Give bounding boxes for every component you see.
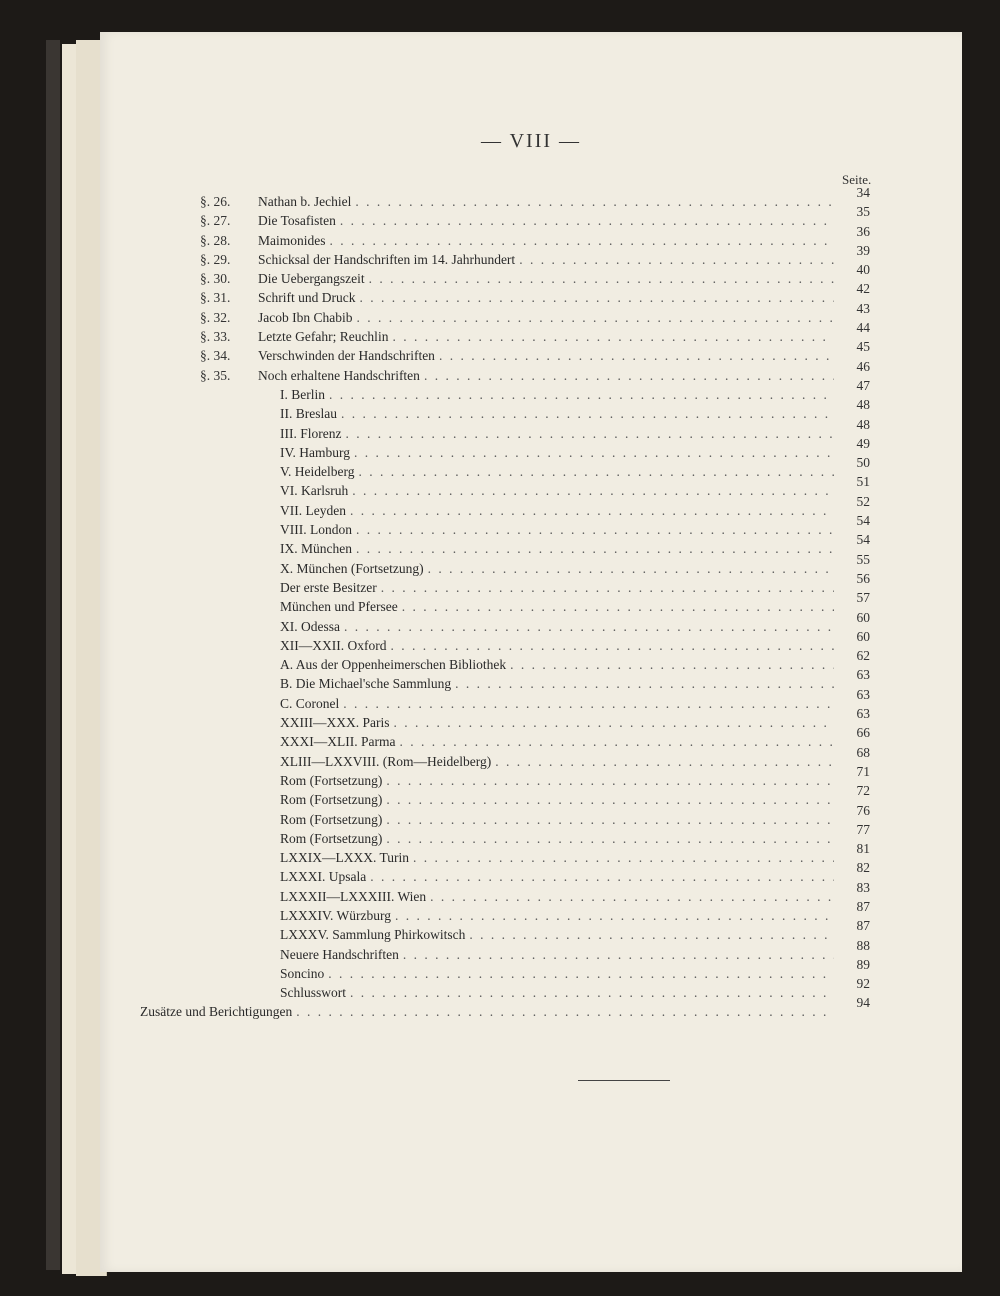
toc-leader-dots — [356, 520, 834, 539]
toc-title: Die Tosafisten — [258, 213, 336, 229]
toc-entry — [200, 879, 880, 906]
toc-entry — [200, 667, 880, 693]
toc-leader-dots — [386, 790, 834, 809]
toc-entry — [200, 300, 880, 327]
toc-section-number — [200, 520, 280, 539]
toc-section-number — [200, 481, 280, 500]
toc-page-number: 43 — [856, 300, 870, 316]
toc-entry — [200, 551, 880, 578]
toc-section-number — [200, 694, 280, 713]
toc-page-number: 52 — [856, 493, 870, 509]
toc-leader-dots — [370, 867, 834, 886]
toc-section-number — [200, 617, 280, 636]
toc-page-number: 71 — [856, 763, 870, 779]
toc-page-number: 51 — [856, 474, 870, 490]
toc-entry — [200, 513, 880, 539]
toc-title: LXXXII—LXXXIII. Wien — [280, 888, 427, 904]
toc-entry — [200, 242, 880, 269]
toc-entry — [200, 377, 880, 404]
toc-page-number: 44 — [856, 320, 870, 336]
toc-entry — [200, 435, 880, 462]
toc-entry — [200, 706, 880, 732]
toc-section-number: §. 33. — [200, 329, 231, 345]
toc-leader-dots — [381, 578, 834, 597]
toc-section-number: §. 27. — [200, 213, 231, 229]
toc-title: C. Coronel — [280, 695, 340, 711]
toc-title: Rom (Fortsetzung) — [280, 811, 383, 827]
toc-page-number: 42 — [856, 281, 870, 297]
toc-entry — [200, 493, 880, 520]
toc-section-number — [200, 655, 280, 674]
toc-entry — [200, 339, 880, 365]
toc-entry — [200, 898, 880, 925]
toc-entry — [200, 262, 880, 288]
toc-title: LXXXV. Sammlung Phirkowitsch — [280, 927, 466, 943]
toc-page-number: 36 — [856, 223, 870, 239]
toc-page-number: 68 — [856, 744, 870, 760]
toc-section-number: §. 32. — [200, 309, 231, 325]
toc-page-number: 54 — [856, 532, 870, 548]
end-divider — [578, 1080, 670, 1081]
toc-title: LXXXI. Upsala — [280, 869, 367, 885]
toc-title: Nathan b. Jechiel — [258, 194, 352, 209]
toc-section-number — [200, 674, 280, 693]
toc-title: B. Die Michael'sche Sammlung — [280, 676, 452, 692]
toc-leader-dots — [390, 636, 834, 655]
toc-section-number — [200, 790, 280, 809]
toc-section-number — [200, 385, 280, 404]
toc-page-number: 50 — [856, 455, 870, 471]
toc-entry — [200, 204, 880, 230]
toc-leader-dots — [399, 732, 834, 751]
toc-section-number — [200, 443, 280, 462]
toc-entry — [200, 841, 880, 867]
toc-section-number — [200, 983, 280, 1002]
toc-title: III. Florenz — [280, 425, 342, 441]
toc-leader-dots — [392, 327, 834, 346]
toc-title: XLIII—LXXVIII. (Rom—Heidelberg) — [280, 753, 492, 769]
toc-leader-dots — [355, 192, 834, 211]
toc-section-number — [200, 867, 280, 886]
toc-page-number: 39 — [856, 242, 870, 258]
toc-page-number: 88 — [856, 937, 870, 953]
toc-page-number: 76 — [856, 802, 870, 818]
toc-title: Schlusswort — [280, 985, 347, 1001]
toc-leader-dots — [439, 346, 834, 365]
toc-entry — [200, 648, 880, 674]
toc-entry — [200, 416, 880, 443]
toc-page-number: 81 — [856, 841, 870, 857]
toc-title: Rom (Fortsetzung) — [280, 830, 383, 846]
toc-entry — [200, 860, 880, 886]
toc-page-number: 49 — [856, 435, 870, 451]
toc-leader-dots — [359, 288, 834, 307]
toc-section-number — [200, 848, 280, 867]
toc-leader-dots — [455, 674, 834, 693]
toc-page-number: 89 — [856, 956, 870, 972]
toc-title: IX. München — [280, 541, 352, 557]
book-binding — [46, 40, 60, 1270]
toc-section-number — [200, 559, 280, 578]
toc-title: XXIII—XXX. Paris — [280, 715, 390, 731]
toc-leader-dots — [413, 848, 834, 867]
toc-entry — [200, 744, 880, 771]
page-column-header: Seite. — [842, 172, 872, 187]
toc-page-number: 57 — [856, 590, 870, 606]
toc-section-number: §. 31. — [200, 290, 231, 306]
toc-entry — [200, 937, 880, 964]
toc-title: A. Aus der Oppenheimerschen Bibliothek — [280, 657, 507, 673]
toc-leader-dots — [510, 655, 834, 674]
toc-section-number: §. 26. — [200, 194, 231, 209]
toc-page-number: 47 — [856, 377, 870, 393]
toc-leader-dots — [356, 308, 834, 327]
toc-leader-dots — [345, 424, 834, 443]
toc-section-number — [200, 752, 280, 771]
toc-title: München und Pfersee — [280, 599, 398, 615]
toc-title: Letzte Gefahr; Reuchlin — [258, 329, 389, 345]
toc-title: V. Heidelberg — [280, 464, 355, 480]
toc-entry — [200, 223, 880, 250]
toc-page-number: 63 — [856, 686, 870, 702]
toc-section-number — [200, 732, 280, 751]
toc-title: Der erste Besitzer — [280, 579, 377, 595]
toc-leader-dots — [343, 694, 834, 713]
toc-entry — [200, 686, 880, 713]
toc-leader-dots — [354, 443, 834, 462]
toc-section-number — [200, 713, 280, 732]
toc-entry — [200, 281, 880, 307]
toc-page-number: 63 — [856, 706, 870, 722]
toc-title: XI. Odessa — [280, 618, 340, 634]
toc-section-number: §. 28. — [200, 232, 231, 248]
toc-entry — [200, 802, 880, 829]
toc-leader-dots — [350, 501, 834, 520]
toc-page-number: 83 — [856, 879, 870, 895]
toc-title: Noch erhaltene Handschriften — [258, 367, 420, 383]
toc-leader-dots — [386, 771, 834, 790]
toc-title: XXXI—XLII. Parma — [280, 734, 396, 750]
toc-page-number: 46 — [856, 358, 870, 374]
toc-entry — [200, 725, 880, 751]
toc-section-number: §. 34. — [200, 348, 231, 364]
toc-title: Jacob Ibn Chabib — [258, 309, 353, 325]
toc-leader-dots — [350, 983, 834, 1002]
toc-title: LXXIX—LXXX. Turin — [280, 850, 410, 866]
page-number: — VIII — — [480, 130, 582, 152]
toc-leader-dots — [428, 559, 834, 578]
toc-title: VI. Karlsruh — [280, 483, 349, 499]
toc-entry — [140, 995, 880, 1021]
toc-title: X. München (Fortsetzung) — [280, 560, 424, 576]
toc-page-number: 45 — [856, 339, 870, 355]
toc-entry — [200, 918, 880, 944]
toc-leader-dots — [495, 752, 834, 771]
toc-entry — [200, 763, 880, 790]
toc-page-number: 60 — [856, 609, 870, 625]
toc-title: Soncino — [280, 965, 325, 981]
toc-entry — [200, 628, 880, 655]
toc-section-number: §. 35. — [200, 367, 231, 383]
toc-section-number: §. 30. — [200, 271, 231, 287]
toc-leader-dots — [369, 269, 834, 288]
toc-page-number: 34 — [856, 185, 870, 200]
toc-title: Zusätze und Berichtigungen — [140, 1004, 293, 1020]
toc-page-number: 54 — [856, 513, 870, 529]
toc-entry — [200, 532, 880, 558]
toc-section-number — [200, 539, 280, 558]
toc-section-number: §. 29. — [200, 251, 231, 267]
toc-page-number: 82 — [856, 860, 870, 876]
toc-page-number: 72 — [856, 783, 870, 799]
toc-title: Maimonides — [258, 232, 326, 248]
toc-leader-dots — [340, 211, 834, 230]
toc-section-number — [200, 887, 280, 906]
toc-title: Schrift und Druck — [258, 290, 356, 306]
toc-leader-dots — [393, 713, 834, 732]
toc-section-number — [200, 945, 280, 964]
toc-entry — [200, 358, 880, 385]
toc-page-number: 77 — [856, 821, 870, 837]
toc-title: I. Berlin — [280, 386, 325, 402]
toc-leader-dots — [430, 887, 834, 906]
toc-section-number — [200, 771, 280, 790]
toc-page-number: 94 — [856, 995, 870, 1011]
toc-leader-dots — [344, 617, 834, 636]
toc-entry — [200, 185, 880, 211]
toc-entry — [200, 821, 880, 848]
toc-entry — [200, 474, 880, 500]
toc-section-number — [200, 829, 280, 848]
toc-page-number: 35 — [856, 204, 870, 220]
toc-leader-dots — [296, 1002, 834, 1021]
toc-title: Rom (Fortsetzung) — [280, 772, 383, 788]
toc-page-number: 48 — [856, 416, 870, 432]
toc-title: Neuere Handschriften — [280, 946, 399, 962]
toc-section-number — [200, 810, 280, 829]
toc-entry — [200, 609, 880, 636]
toc-entry — [200, 320, 880, 346]
toc-title: Rom (Fortsetzung) — [280, 792, 383, 808]
toc-page-number: 92 — [856, 976, 870, 992]
toc-page-number: 63 — [856, 667, 870, 683]
toc-leader-dots — [330, 231, 835, 250]
toc-leader-dots — [469, 925, 834, 944]
toc-page-number: 55 — [856, 551, 870, 567]
toc-title: Die Uebergangszeit — [258, 271, 365, 287]
toc-leader-dots — [356, 539, 834, 558]
toc-entry — [200, 956, 880, 983]
toc-entry — [200, 590, 880, 616]
toc-title: IV. Hamburg — [280, 444, 350, 460]
toc-section-number — [200, 424, 280, 443]
toc-page-number: 60 — [856, 628, 870, 644]
toc-entry — [200, 783, 880, 809]
toc-leader-dots — [519, 250, 834, 269]
toc-section-number — [200, 964, 280, 983]
toc-section-number — [200, 636, 280, 655]
toc-leader-dots — [386, 810, 834, 829]
toc-title: Schicksal der Handschriften im 14. Jahrhundert — [258, 251, 516, 267]
toc-leader-dots — [424, 366, 834, 385]
toc-leader-dots — [328, 964, 834, 983]
toc-section-number — [200, 404, 280, 423]
toc-leader-dots — [403, 945, 834, 964]
toc-page-number: 87 — [856, 898, 870, 914]
toc-leader-dots — [352, 481, 834, 500]
toc-page-number: 40 — [856, 262, 870, 278]
toc-section-number — [200, 925, 280, 944]
toc-section-number — [200, 462, 280, 481]
toc-title: LXXXIV. Würzburg — [280, 907, 391, 923]
toc-page-number: 66 — [856, 725, 870, 741]
toc-entry — [200, 976, 880, 1002]
toc-page-number: 87 — [856, 918, 870, 934]
toc-section-number — [200, 597, 280, 616]
toc-title: XII—XXII. Oxford — [280, 637, 387, 653]
toc-leader-dots — [395, 906, 834, 925]
toc-page-number: 62 — [856, 648, 870, 664]
toc-leader-dots — [402, 597, 834, 616]
toc-leader-dots — [329, 385, 834, 404]
toc-leader-dots — [386, 829, 834, 848]
toc-title: VIII. London — [280, 522, 352, 538]
toc-section-number — [200, 578, 280, 597]
toc-leader-dots — [359, 462, 835, 481]
toc-page-number: 48 — [856, 397, 870, 413]
toc-section-number — [200, 906, 280, 925]
table-of-contents — [140, 185, 880, 1022]
toc-entry — [200, 397, 880, 423]
toc-title: Verschwinden der Handschriften — [258, 348, 435, 364]
toc-leader-dots — [341, 404, 834, 423]
toc-page-number: 56 — [856, 570, 870, 586]
toc-entry — [200, 570, 880, 597]
toc-entry — [200, 455, 880, 481]
toc-title: VII. Leyden — [280, 502, 346, 518]
toc-title: II. Breslau — [280, 406, 337, 422]
toc-section-number — [200, 501, 280, 520]
